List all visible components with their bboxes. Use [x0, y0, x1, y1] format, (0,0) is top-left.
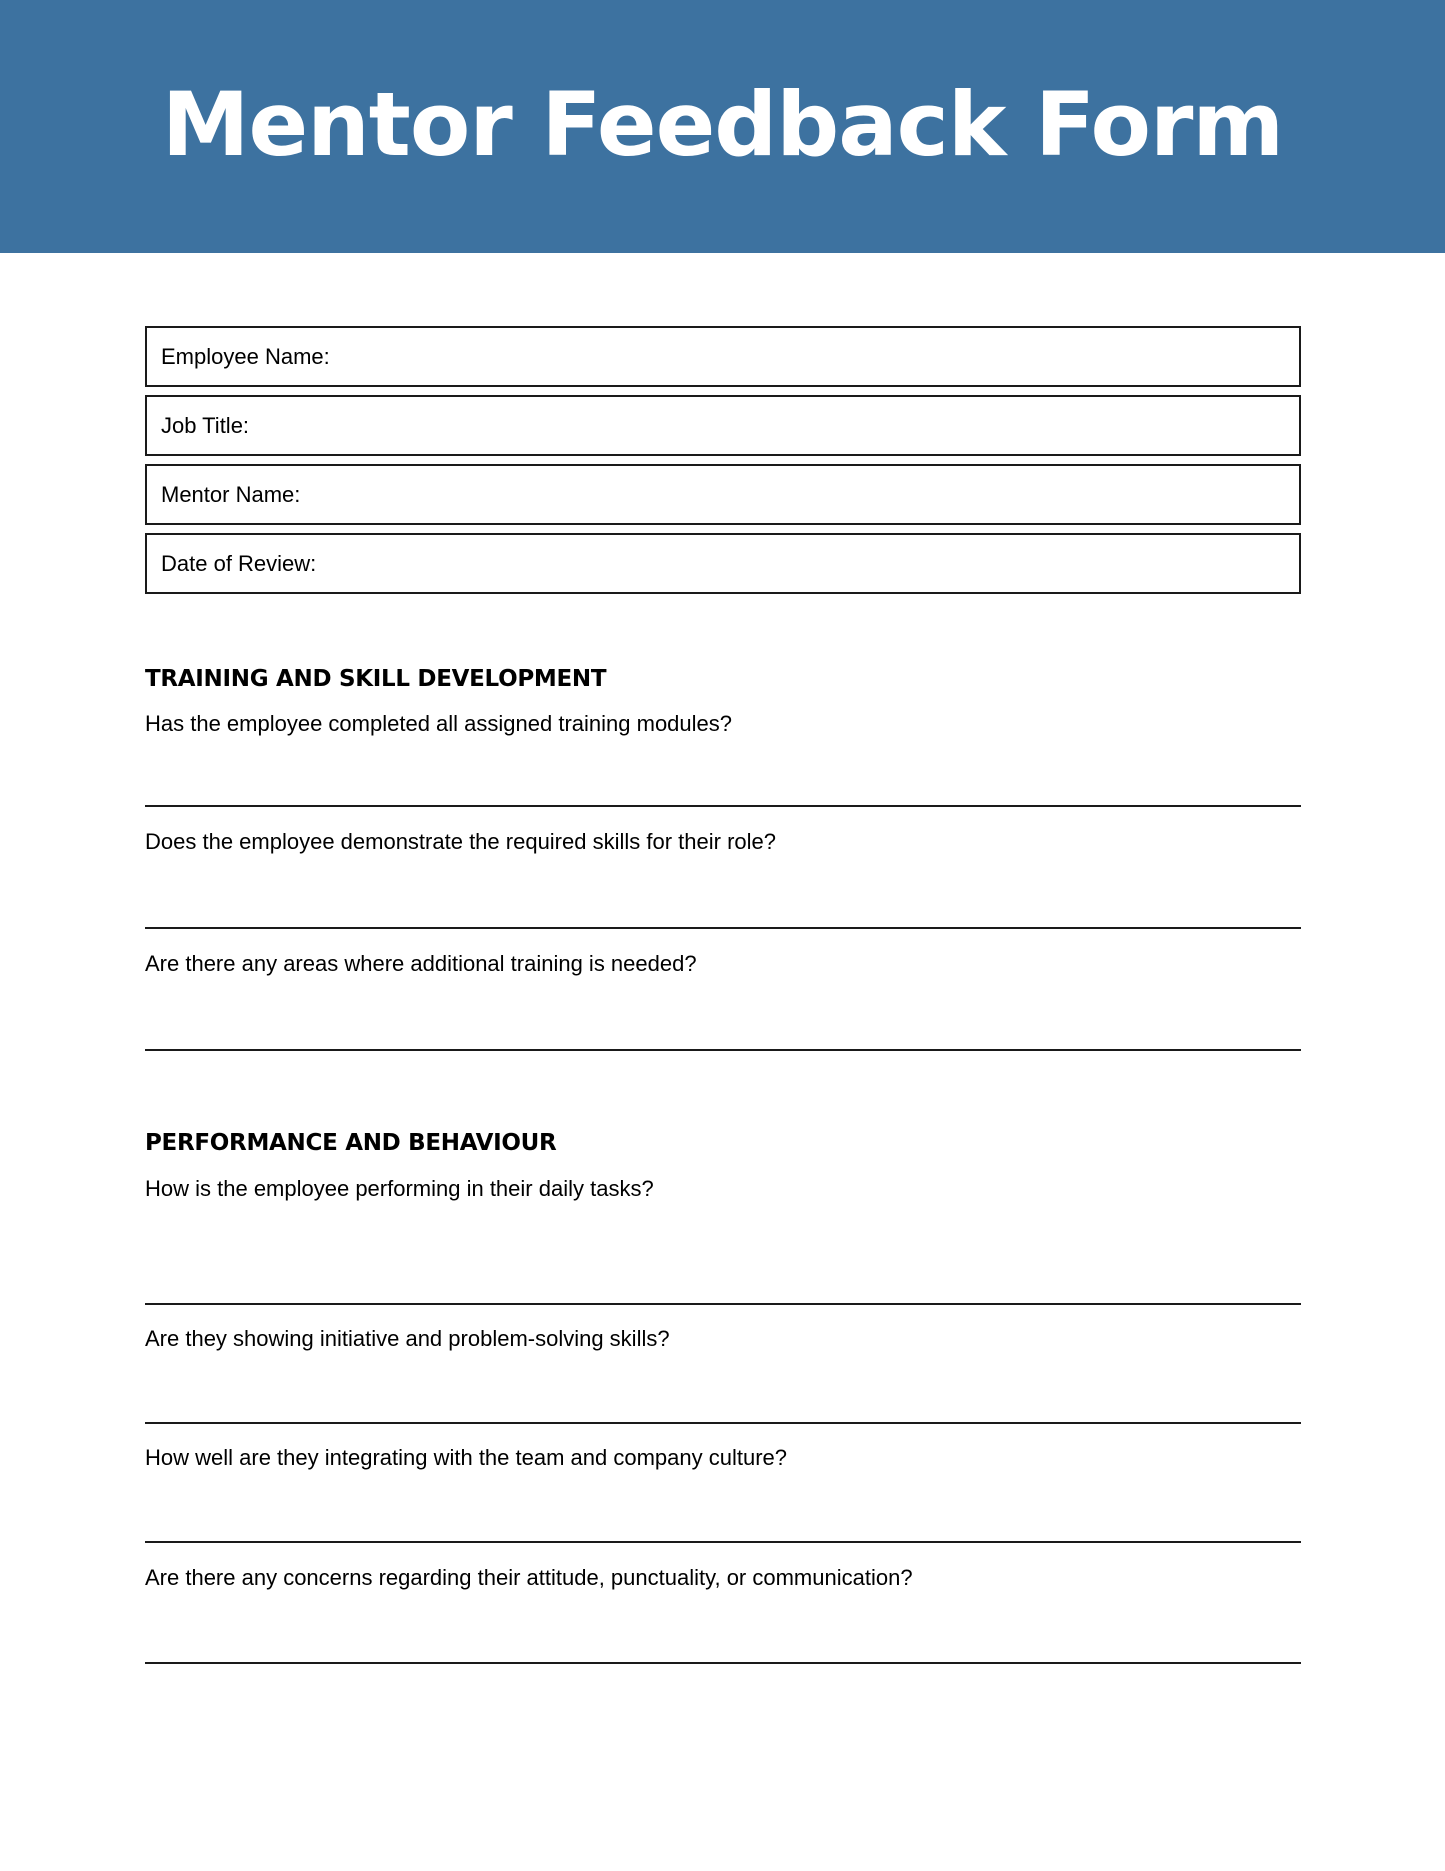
date-of-review-label: Date of Review:	[161, 550, 317, 576]
question-answer-line[interactable]	[145, 1424, 1301, 1543]
section-title: PERFORMANCE AND BEHAVIOUR	[145, 1130, 557, 1156]
question-text: How is the employee performing in their daily tasks?	[145, 1176, 654, 1201]
question-answer-line[interactable]	[145, 929, 1301, 1051]
header-banner	[0, 0, 1445, 253]
mentor-name-label: Mentor Name:	[161, 481, 301, 507]
question-answer-line[interactable]	[145, 709, 1301, 807]
page-title: Mentor Feedback Form	[161, 72, 1284, 176]
question-text: Are there any concerns regarding their attitude, punctuality, or communication?	[145, 1565, 913, 1590]
section-title: TRAINING AND SKILL DEVELOPMENT	[145, 666, 607, 692]
question-text: Are they showing initiative and problem-solving skills?	[145, 1326, 670, 1351]
job-title-label: Job Title:	[161, 412, 250, 438]
employee-name-field[interactable]	[145, 326, 1301, 387]
info-fields	[145, 326, 1301, 602]
job-title-field[interactable]	[145, 395, 1301, 456]
question-text: Has the employee completed all assigned training modules?	[145, 711, 733, 736]
date-of-review-field[interactable]	[145, 533, 1301, 594]
question-answer-line[interactable]	[145, 1543, 1301, 1664]
performance-section	[145, 1128, 1301, 1664]
question-answer-line[interactable]	[145, 807, 1301, 929]
training-section	[145, 664, 1301, 1051]
question-text: How well are they integrating with the team and company culture?	[145, 1445, 788, 1470]
employee-name-label: Employee Name:	[161, 343, 330, 369]
question-text: Are there any areas where additional training is needed?	[145, 951, 697, 976]
question-text: Does the employee demonstrate the required skills for their role?	[145, 829, 776, 854]
question-answer-line[interactable]	[145, 1174, 1301, 1305]
mentor-name-field[interactable]	[145, 464, 1301, 525]
question-answer-line[interactable]	[145, 1305, 1301, 1424]
